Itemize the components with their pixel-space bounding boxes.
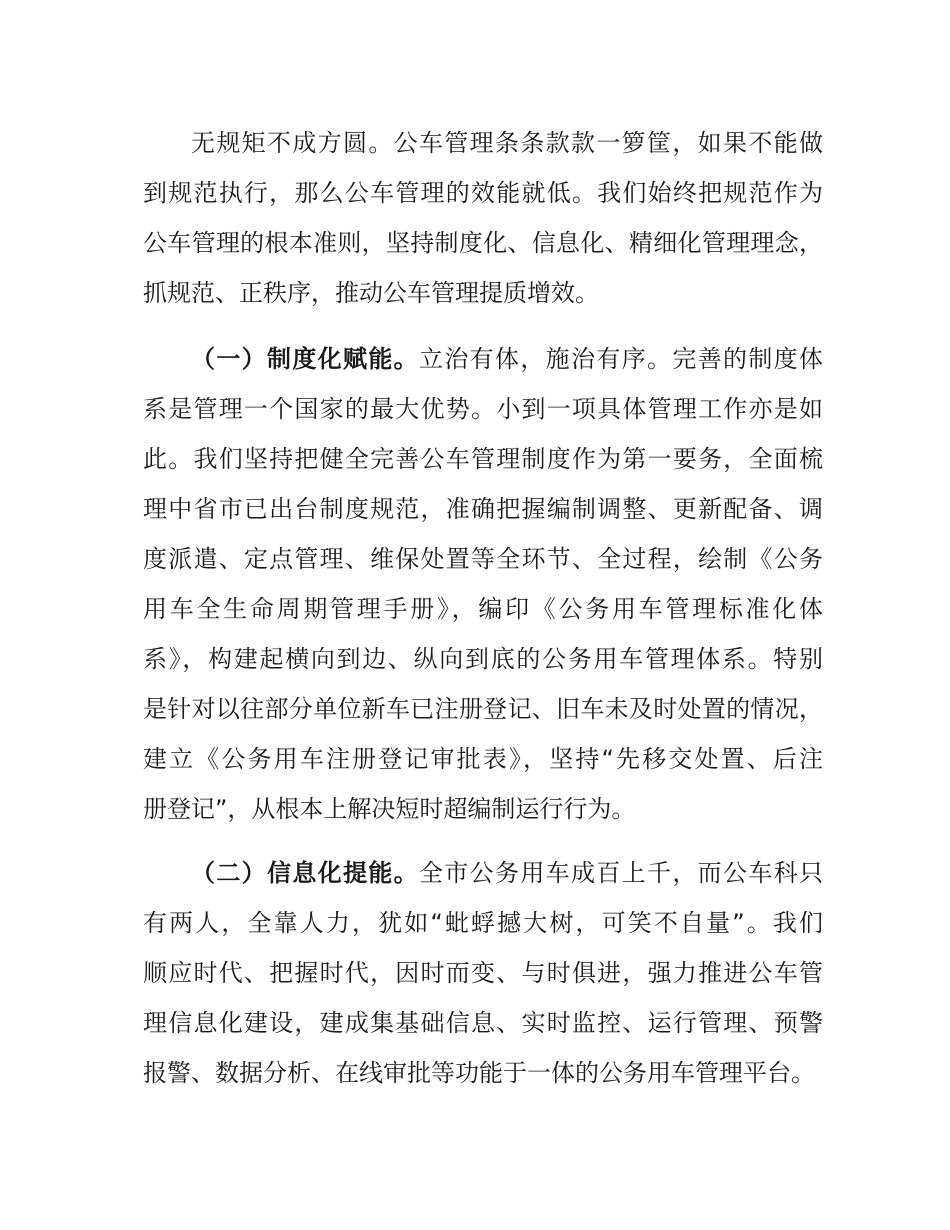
paragraph-1-line-2: 到规范执行，那么公车管理的效能就低。我们始终把规范作为: [143, 179, 823, 207]
section-heading-2: （二）信息化提能。: [191, 859, 419, 887]
paragraph-2-line-5: 度派遣、定点管理、维保处置等全环节、全过程，绘制《公务: [143, 545, 823, 573]
paragraph-2-line-10: 册登记”，从根本上解决短时超编制运行行为。: [143, 795, 636, 823]
paragraph-2-line-8: 是针对以往部分单位新车已注册登记、旧车未及时处置的情况，: [143, 695, 823, 723]
paragraph-3-line-5: 报警、数据分析、在线审批等功能于一体的公务用车管理平台。: [143, 1059, 815, 1087]
section-heading-1: （一）制度化赋能。: [191, 345, 419, 373]
paragraph-2-line-3: 此。我们坚持把健全完善公车管理制度作为第一要务，全面梳: [143, 445, 823, 473]
paragraph-1-line-4: 抓规范、正秩序，推动公车管理提质增效。: [143, 279, 599, 307]
paragraph-1-line-3: 公车管理的根本准则，坚持制度化、信息化、精细化管理理念，: [143, 229, 823, 257]
paragraph-3-line-2: 有两人，全靠人力，犹如“蚍蜉撼大树，可笑不自量”。我们: [143, 909, 823, 937]
paragraph-3-line-4: 理信息化建设，建成集基础信息、实时监控、运行管理、预警: [143, 1009, 823, 1037]
paragraph-2-line-7: 系》，构建起横向到边、纵向到底的公务用车管理体系。特别: [143, 645, 823, 673]
paragraph-3-first-line-text: 全市公务用车成百上千，而公车科只: [419, 859, 823, 887]
paragraph-2-first-line-text: 立治有体，施治有序。完善的制度体: [419, 345, 823, 373]
paragraph-1-line-1: 无规矩不成方圆。公车管理条条款款一箩筐，如果不能做: [191, 129, 823, 157]
paragraph-2-line-2: 系是管理一个国家的最大优势。小到一项具体管理工作亦是如: [143, 395, 823, 423]
paragraph-3-line-3: 顺应时代、把握时代，因时而变、与时俱进，强力推进公车管: [143, 959, 823, 987]
paragraph-2-line-9: 建立《公务用车注册登记审批表》，坚持“先移交处置、后注: [143, 745, 823, 773]
paragraph-3-line-1: [191, 853, 823, 893]
paragraph-2-line-6: 用车全生命周期管理手册》，编印《公务用车管理标准化体: [143, 595, 823, 623]
paragraph-2-line-4: 理中省市已出台制度规范，准确把握编制调整、更新配备、调: [143, 495, 823, 523]
paragraph-2-line-1: [191, 339, 823, 379]
